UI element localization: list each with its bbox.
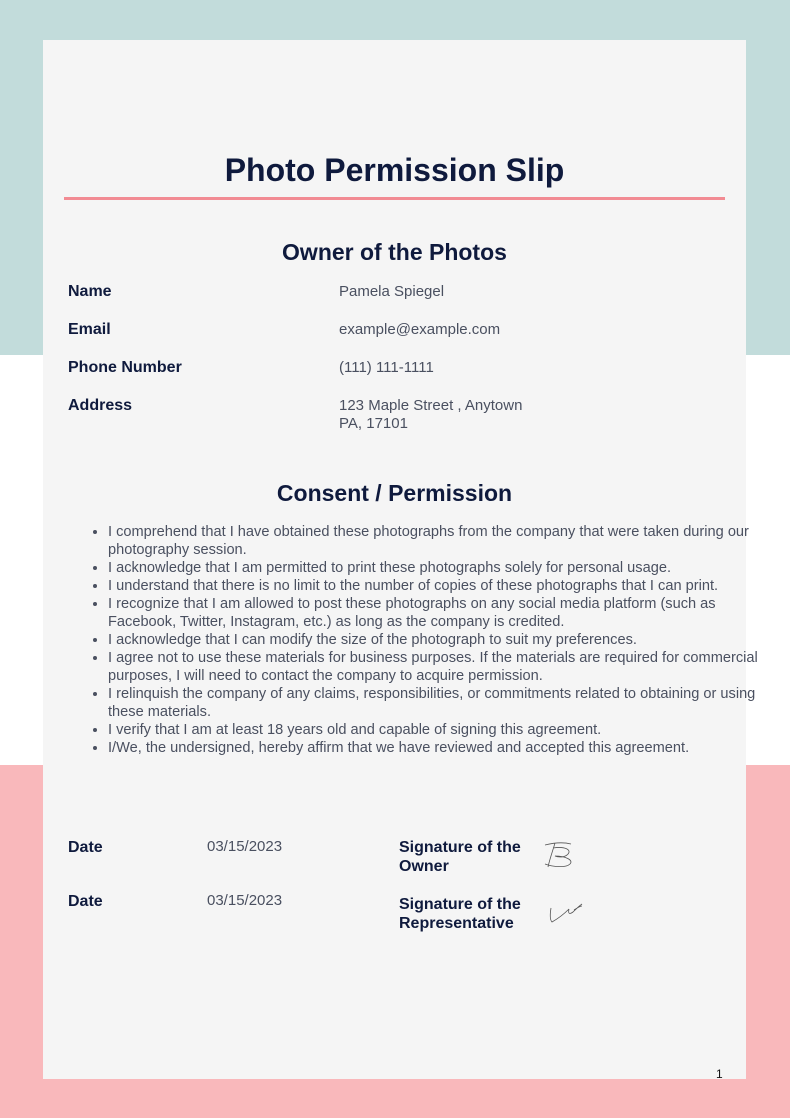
consent-list [68,523,768,757]
page-number: 1 [716,1067,723,1081]
address-line-2: PA, 17101 [339,415,408,432]
owner-date-value: 03/15/2023 [207,838,283,855]
consent-item: • I acknowledge that I am permitted to print these photographs solely for personal usage. [108,559,768,577]
consent-item: • I verify that I am at least 18 years old and capable of signing this agreement. [108,721,768,739]
consent-item: • I acknowledge that I can modify the size of the photograph to suit my preferences. [108,631,768,649]
email-value: example@example.com [339,321,501,338]
document-title: Photo Permission Slip [224,152,565,188]
rep-date-label: Date [68,893,103,910]
rep-signature-label: Signature of the Representative [399,896,521,932]
owner-signature-image [541,840,579,870]
title-divider [64,197,725,200]
consent-section-heading: Consent / Permission [276,480,513,506]
rep-date-value: 03/15/2023 [207,892,283,909]
consent-item: • I comprehend that I have obtained these photographs from the company that were taken during our photography session. [108,523,768,559]
owner-section-heading: Owner of the Photos [282,239,507,265]
phone-value: (111) 111-1111 [339,359,434,376]
rep-signature-image [547,898,587,926]
consent-item: • I understand that there is no limit to the number of copies of these photographs that I can print. [108,577,768,595]
name-value: Pamela Spiegel [339,283,445,300]
consent-item: • I agree not to use these materials for business purposes. If the materials are required for commercial purposes, I will need to contact the company to acquire permission. [108,649,768,685]
consent-item: • I/We, the undersigned, hereby affirm that we have reviewed and accepted this agreement. [108,739,768,757]
email-label: Email [68,321,111,338]
address-label: Address [68,397,133,414]
consent-item: • I relinquish the company of any claims, responsibilities, or commitments related to obtaining or using these materials. [108,685,768,721]
address-value [339,397,522,433]
name-label: Name [68,283,112,300]
phone-label: Phone Number [68,359,182,376]
address-line-1: 123 Maple Street , Anytown [339,397,523,414]
owner-date-label: Date [68,839,103,856]
consent-item: • I recognize that I am allowed to post these photographs on any social media platform (such as Facebook, Twitter, Instagram, etc.) as long as the company is credited. [108,595,768,631]
owner-signature-label: Signature of the Owner [399,839,521,875]
